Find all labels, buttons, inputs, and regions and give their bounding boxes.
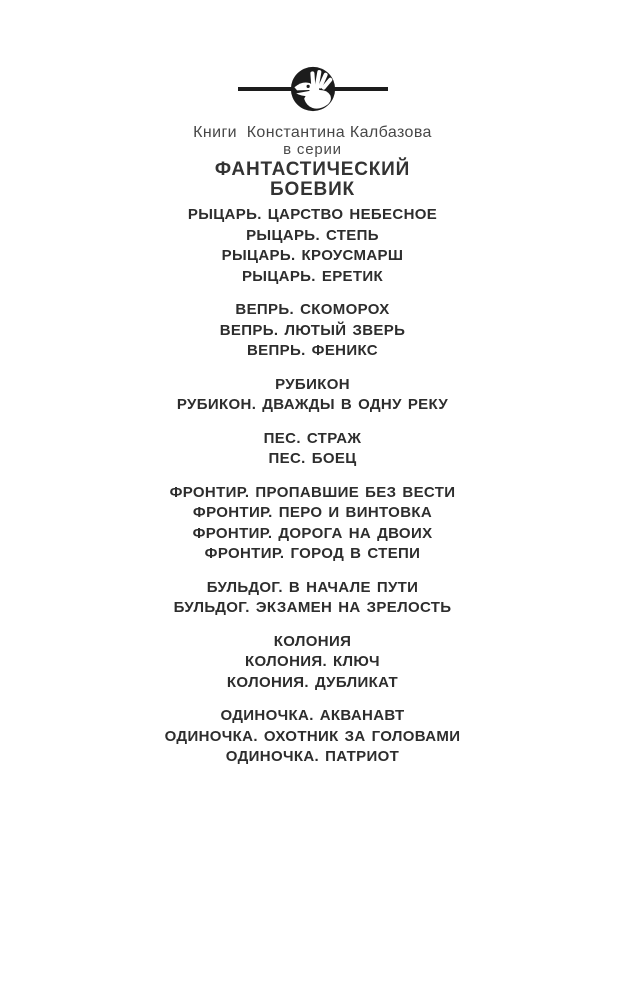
book-title: ВЕПРЬ. СКОМОРОХ bbox=[235, 301, 390, 318]
book-group bbox=[0, 706, 625, 768]
book-title: КОЛОНИЯ. КЛЮЧ bbox=[245, 653, 380, 670]
logo-eye-dot bbox=[306, 85, 309, 88]
book-group bbox=[0, 375, 625, 416]
book-list bbox=[0, 205, 625, 781]
book-title: РЫЦАРЬ. КРОУСМАРШ bbox=[221, 247, 404, 264]
book-group bbox=[0, 632, 625, 694]
book-group bbox=[0, 429, 625, 470]
series-name-line1: ФАНТАСТИЧЕСКИЙ bbox=[214, 159, 411, 180]
book-title: ВЕПРЬ. ЛЮТЫЙ ЗВЕРЬ bbox=[219, 321, 406, 339]
book-title: БУЛЬДОГ. В НАЧАЛЕ ПУТИ bbox=[206, 578, 419, 596]
book-group bbox=[0, 578, 625, 619]
book-group bbox=[0, 300, 625, 362]
author-books-label: Книги Константина Калбазова bbox=[193, 124, 432, 141]
book-title: ПЕС. БОЕЦ bbox=[268, 450, 357, 467]
in-series-label: в серии bbox=[283, 141, 342, 158]
publisher-logo bbox=[238, 66, 388, 112]
hand-in-circle-icon bbox=[290, 66, 336, 112]
book-title: ОДИНОЧКА. АКВАНАВТ bbox=[220, 707, 405, 724]
book-title: КОЛОНИЯ. ДУБЛИКАТ bbox=[226, 673, 399, 691]
book-title: ФРОНТИР. ДОРОГА НА ДВОИХ bbox=[192, 524, 433, 542]
book-title: ПЕС. СТРАЖ bbox=[263, 429, 362, 447]
book-title: ОДИНОЧКА. ОХОТНИК ЗА ГОЛОВАМИ bbox=[164, 727, 461, 745]
book-title: РУБИКОН bbox=[275, 375, 350, 393]
book-title: ФРОНТИР. ПРОПАВШИЕ БЕЗ ВЕСТИ bbox=[169, 483, 456, 501]
book-title: КОЛОНИЯ bbox=[273, 632, 352, 650]
book-title: ФРОНТИР. ПЕРО И ВИНТОВКА bbox=[192, 504, 433, 521]
book-title: РЫЦАРЬ. СТЕПЬ bbox=[246, 226, 379, 244]
book-group bbox=[0, 483, 625, 565]
series-header bbox=[0, 124, 625, 199]
series-name-line2: БОЕВИК bbox=[270, 178, 355, 200]
book-group bbox=[0, 205, 625, 287]
book-title: БУЛЬДОГ. ЭКЗАМЕН НА ЗРЕЛОСТЬ bbox=[173, 599, 452, 616]
book-title: РЫЦАРЬ. ЦАРСТВО НЕБЕСНОЕ bbox=[187, 206, 438, 223]
book-title: РУБИКОН. ДВАЖДЫ В ОДНУ РЕКУ bbox=[176, 396, 449, 413]
book-title: ВЕПРЬ. ФЕНИКС bbox=[246, 342, 378, 359]
book-title: ФРОНТИР. ГОРОД В СТЕПИ bbox=[204, 545, 421, 562]
book-title: ОДИНОЧКА. ПАТРИОТ bbox=[225, 748, 400, 765]
book-title: РЫЦАРЬ. ЕРЕТИК bbox=[241, 267, 384, 285]
